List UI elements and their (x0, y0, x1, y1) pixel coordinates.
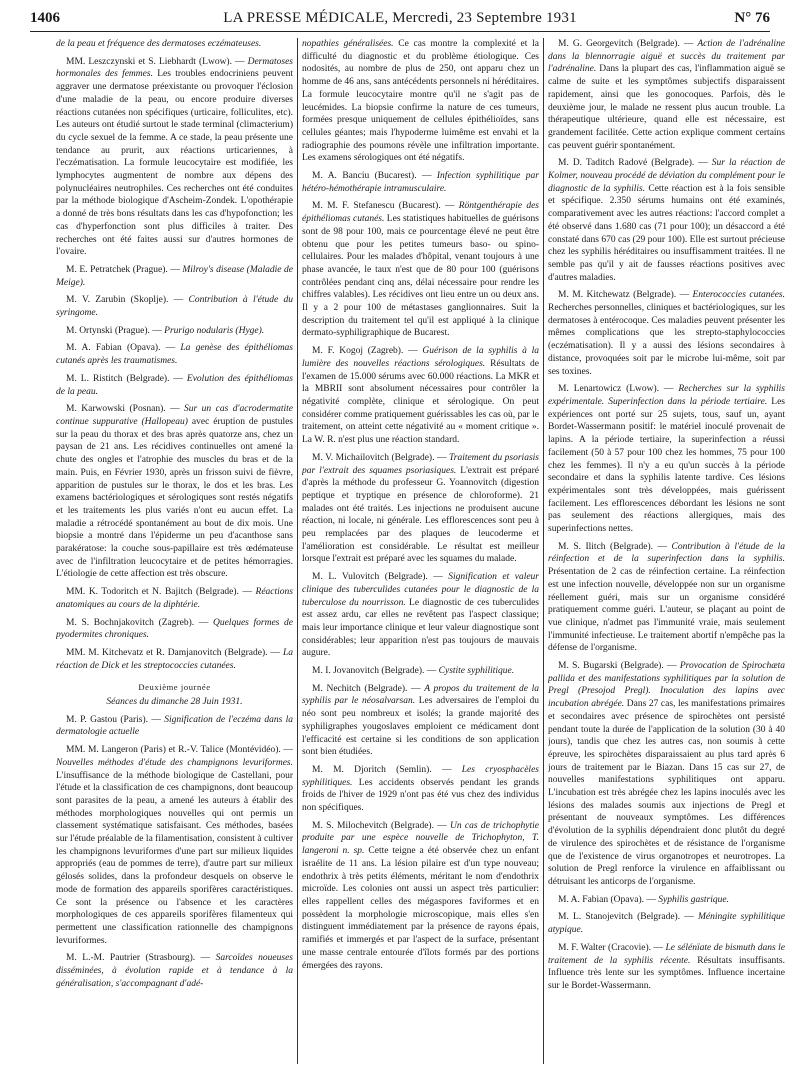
abstract-paragraph (56, 56, 293, 259)
author-name: M. I. Jovanovitch (Belgrade). — (312, 666, 439, 677)
abstract-paragraph (56, 586, 293, 611)
author-name: M. L. Stanojevitch (Belgrade). — (558, 912, 698, 923)
abstract-text: Les expériences ont porté sur 25 sujets, tous, sauf un, ayant Bordet-Wassermann positif: le matériel inoculé provenait de lapins. A la période tertiaire, la superinfection a réussi facilement (50 à 57 pour 100 chez les hommes, 75 pour 100 chez les femmes). Il n'y a eu qu'un succès à la période secondaire et dans la syphilis latente tardive. Ces lésions expérimentales sont très développées, mais guérissent facilement. Les efflorescences débordant les lésions ne sont pas seulement des réactions allergiques, mais des superinfections nettes. (548, 396, 785, 535)
abstract-text: L'insuffisance de la méthode biologique de Castellani, pour l'étude et la classification de ces champignons, dont beaucoup sont parasites de la peau, a amené les auteurs à établir des méthodes morphologiques nouvelles qui ont permis un classement systématique satisfaisant. Ces méthodes, basées sur l'étude préalable de la filamentisation, consistent à cultiver les champignons levuriformes d'une part sur milieux liquides appropriés (eau de pommes de terre), d'autre part sur milieux gélosés solides, dans la profondeur desquels on observe le mode de formation des appareils sporifères caractéristiques. Ce sont la présence ou l'absence et les caractères morphologiques de ces appareils sporifères filamenteux qui permettent une classification rationnelle des champignons levuriformes. (56, 770, 293, 946)
communication-title: de la peau et fréquence des dermatoses eczémateuses. (56, 39, 262, 49)
communication-title: Les cryosphacèles syphilitiques. (302, 764, 539, 788)
abstract-text: Les adversaires de l'emploi du néo sont peu nombreux et isolés; la grande majorité des syphiligraphes yougoslaves emploient ce médicament dont l'efficacité est certaine si les conditions de son application sont bien étudiées. (302, 696, 539, 758)
author-name: M. M. F. Stefanescu (Bucarest). — (312, 201, 459, 212)
abstract-paragraph (56, 952, 293, 990)
author-name: M. A. Fabian (Opava). — (66, 343, 181, 354)
abstract-text: Présentation de 2 cas de réinfection certaine. La réinfection est une infection nouvelle, développée non sur un organisme réellement guéri, mais sur un organisme considéré pratiquement comme guéri. L'auteur, se plaçant au point de vue clinique, n'admet pas l'immunité vraie, mais seulement l'immunité infectieuse. Le traitement abortif n'empêche pas la défense de l'organisme. (548, 567, 785, 654)
communication-title: Prurigo nodularis (Hyge). (164, 325, 265, 336)
abstract-paragraph (56, 38, 293, 51)
author-name: M. G. Georgevitch (Belgrade). — (558, 39, 698, 49)
author-name: M. F. Walter (Cracovie). — (558, 942, 666, 953)
abstract-text: Cette teigne a été observée chez un enfant israélite de 11 ans. La lésion pilaire est d'un type nouveau; endothrix à très petits éléments, méritant le nom d'endothrix microïde. Les colonies ont aussi un aspect très particulier: elles rappellent celles des mégaspores faviformes et en possèdent la morphologie microscopique, mais elles s'en distinguent immédiatement par la présence de rayons épais, ramifiés et immergés et par l'aspect de la surface, présentant une masse centrale entourée d'îlots formés par des portions émergées des rayons. (302, 846, 539, 971)
abstract-text: Résultats de l'examen de 15.000 sérums avec 60.000 réactions. La MKR et la MBRII sont absolument nécessaires pour contrôler la négativité complète, clinique et sérologique. On peut considérer comme pratiquement guérissables les cas où, par le traitement, on atteint cette négativité au « moment critique ». La W. R. n'est plus une réaction standard. (302, 358, 539, 446)
author-name: M. A. Fabian (Opava). — (558, 894, 659, 905)
communication-title: A propos du traitement de la syphilis par le néosalvarsan. (302, 683, 539, 707)
author-name: M. V. Zarubin (Skoplje). — (66, 295, 189, 306)
abstract-text: Recherches personnelles, cliniques et bactériologiques, sur les dermatoses à entérocoque. Ces maladies peuvent présenter les mêmes complications que les strepto-staphylococcies (eczématisation). Il y a aussi des lésions secondaires à distance, provoquées soit par le microbe lui-même, soit par ses toxines. (548, 303, 785, 377)
abstract-text: L'extrait est préparé d'après la méthode du professeur G. Yoannovitch (digestion peptique et tryptique en présence de chloroforme). 21 malades ont été traités. Les injections ne produisent aucune réaction, ni locale, ni générale. Les efflorescences sont peu à peu remplacées par des plaques de leucoderme et l'amélioration est considérable. Le résultat est meilleur lorsque l'extrait est préparé avec les squames du malade. (302, 465, 539, 565)
communication-title: Contribution à l'étude de la réinfection et de la superinfection dans la syphilis. (548, 541, 785, 565)
abstract-paragraph (302, 665, 539, 678)
communication-title: Action de l'adrénaline dans la blennorragie aiguë et succès du traitement par l'adrénaline. (548, 39, 785, 75)
communication-title: Un cas de trichophytie produite par une espèce nouvelle de Trichophyton, T. langeroni n. sp. (302, 820, 539, 857)
communication-title: Guérison de la syphilis à la lumière des nouvelles réactions sérologiques. (302, 346, 539, 369)
abstract-paragraph (56, 264, 293, 289)
author-name: MM. K. Todoritch et N. Bajitch (Belgrade). — (66, 587, 256, 598)
abstract-paragraph (302, 764, 539, 815)
communication-title: Nouvelles méthodes d'étude des champignons levuriformes. (56, 757, 293, 768)
author-name: M. A. Banciu (Bucarest). — (312, 171, 437, 182)
author-name: M. M. Djoritch (Semlin). — (312, 764, 462, 775)
communication-title: Sarcoïdes noueuses disséminées, à évolution rapide et à tendance à la généralisation, s'accompagnant d'adé- (56, 953, 293, 989)
column-divider (543, 38, 544, 1064)
abstract-text: Cette réaction est à la fois sensible et spécifique. 2.350 sérums humains ont été examinés, comparativement avec les autres réactions: l'accord complet a été observé dans 1.680 cas (71 pour 100); un désaccord a été constaté dans 670 cas (29 pour 100). Elle est surtout précieuse chez les syphilis héréditaires ou insuffisamment traitées. Il ne semble pas qu'il y ait de fausses réactions positives avec d'autres maladies. (548, 183, 785, 283)
communication-title: Signification et valeur clinique des tuberculides cutanées pour le diagnostic de la tuberculose du nourrisson. (302, 572, 539, 608)
text-column-left (56, 38, 293, 1068)
issue-number: N° 76 (734, 10, 770, 26)
communication-title: Réactions anatomiques au cours de la diphtérie. (56, 587, 293, 610)
abstract-paragraph (56, 373, 293, 398)
author-name: M. E. Petratchek (Prague). — (66, 264, 183, 275)
author-name: M. V. Michailovitch (Belgrade). — (312, 452, 449, 463)
author-name: M. S. Bochnjakovitch (Zagreb). — (66, 617, 213, 628)
abstract-paragraph (548, 383, 785, 535)
author-name: MM. M. Langeron (Paris) et R.-V. Talice (Montévidéo). — (66, 745, 293, 756)
communication-title: La genèse des épithéliomas cutanés après les traumatismes. (56, 343, 293, 367)
abstract-paragraph (56, 342, 293, 367)
abstract-text: Les accidents observés pendant les grands froids de l'hiver de 1929 n'ont pas été vus chez des individus non spécifiques. (302, 777, 539, 814)
abstract-text: Les troubles endocriniens peuvent aggraver une dermatose préexistante ou provoquer l'éclosion d'une maladie de la peau, ou encore produire diverses réactions cutanées non spécifiques (urticaire, folliculites, etc). Les auteurs ont étudié surtout le stade terminal (climacterium) du cycle sexuel de la femme. A ce stade, la peau présente une tendance au prurit, aux réactions urticariennes, à l'eczématisation. La formule leucocytaire est modifiée, les lymphocytes augmentent de nombre aux dépens des polynucléaires neutrophiles. Ces recherches ont été conduites par la méthode biologique d'Ascheim-Zondek. L'opothérapie a donné de très bons résultats dans les cas d'hypofonction; les cas d'hyperfonction sont plus difficiles à traiter. Des recherches ont été faites aussi sur d'autres hormones de l'ovaire. (56, 69, 293, 258)
author-name: M. F. Kogoj (Zagreb). — (312, 346, 423, 357)
abstract-paragraph (56, 714, 293, 739)
abstract-paragraph (56, 647, 293, 672)
abstract-paragraph (548, 942, 785, 993)
abstract-paragraph (302, 820, 539, 972)
abstract-paragraph (56, 294, 293, 319)
author-name: M. M. Kitchewatz (Belgrade). — (558, 290, 693, 301)
column-divider (297, 38, 298, 1064)
abstract-text: Dans la plupart des cas, l'inflammation aiguë se calme de suite et les symptômes subjectifs disparaissent rapidement, ainsi que les gonocoques. Parfois, dès le deuxième jour, le malade ne ressent plus aucun trouble. La thérapeutique ultérieure, quand elle est nécessaire, est grandement facilitée. Cette action explique comment certains cas peuvent guérir spontanément. (548, 64, 785, 151)
abstract-paragraph (56, 744, 293, 947)
communication-title: Infection syphilitique par hétéro-hémothérapie intramusculaire. (302, 171, 539, 194)
author-name: M. P. Gastou (Paris). — (66, 714, 165, 725)
abstract-paragraph (302, 345, 539, 447)
communication-title: Dermatoses hormonales des femmes. (56, 56, 293, 80)
communication-title: Provocation de Spirochæta pallida et des manifestations syphilitiques par la solution de Pregl (Presojod Pregl). Inoculation des lapins avec incubation abrégée. (548, 661, 785, 710)
communication-title: Traitement du psoriasis par l'extrait des squames psoriasiques. (302, 452, 539, 476)
abstract-paragraph (302, 683, 539, 759)
abstract-paragraph (302, 200, 539, 340)
abstract-text: Les statistiques habituelles de guérisons sont de 98 pour 100, mais ce pourcentage élevé ne peut être obtenu que pour les petites tumeurs baso- ou spino-cellulaires. Pour les malades d'hôpital, venant toujours à une phase avancée, le taux n'est que de 80 pour 100 (guérisons contrôlées pendant cinq ans, délai nécessaire pour rendre les chiffres valables). Les récidives ont lieu entre un ou deux ans. Il y a 2 pour 100 de métastases ganglionnaires. Suit la description du traitement tel qu'il est appliqué à la clinique dermato-syphiligraphique de Bucarest. (302, 214, 539, 339)
abstract-paragraph (548, 157, 785, 284)
abstract-paragraph (548, 894, 785, 907)
author-name: M. S. Bugarski (Belgrade). — (558, 661, 680, 672)
abstract-paragraph (302, 452, 539, 566)
communication-title: Méningite syphilitique atypique. (548, 912, 785, 936)
communication-title: Signification de l'eczéma dans la dermatologie actuelle (56, 714, 293, 738)
abstract-paragraph (302, 571, 539, 660)
author-name: M. L. Vulovitch (Belgrade). — (312, 572, 449, 583)
text-column-right (548, 38, 785, 1068)
page-header (30, 5, 770, 32)
journal-title: LA PRESSE MÉDICALE, Mercredi, 23 Septembre 1931 (223, 10, 577, 26)
communication-title: Syphilis gastrique. (658, 894, 729, 905)
abstract-text: Résultats insuffisants. Influence très lente sur les symptômes. Influence incertaine sur le Bordet-Wassermann. (548, 955, 785, 991)
communication-title: Contribution à l'étude du syringome. (56, 295, 293, 319)
communication-title: Cystite syphilitique. (438, 666, 515, 677)
author-name: M. S. Milochevitch (Belgrade). — (312, 820, 451, 831)
communication-title: Quelques formes de pyodermites chroniques. (56, 617, 293, 641)
communication-title: Milroy's disease (Maladie de Meige). (56, 264, 293, 288)
abstract-paragraph (56, 325, 293, 338)
abstract-paragraph (302, 38, 539, 165)
abstract-paragraph (548, 289, 785, 378)
communication-title: Röntgenthérapie des épithéliomas cutanés. (302, 201, 539, 225)
communication-title: Le sélénïate de bismuth dans le traitement de la syphilis récente. (548, 942, 785, 966)
communication-title: Sur la réaction de Kolmer, nouveau procédé de déviation du complément pour le diagnostic de la syphilis. (548, 158, 785, 194)
communication-title: La réaction de Dick et les streptococcies cutanées. (56, 647, 293, 671)
page-number: 1406 (30, 10, 60, 26)
abstract-text: avec éruption de pustules sur la peau du thorax et des bras après quatorze ans, chez un paysan de 21 ans. Les récidives continuelles ont amené la chute des ongles et l'atrophie des muscles du bras et de la main. Puis, en Février 1930, après un frisson suivi de fièvre, apparition de pustules sur le thorax, le dos et les bras. Les examens bactériologiques et sérologiques sont restés négatifs et les traitements les plus variés n'ont eu aucun effet. La maladie a rétrocédé spontanément au bout de dix mois. Une biopsie a montré dans l'épiderme un peu d'acanthose sans parakératose: la couche sous-papillaire est très œdémateuse avec de l'infiltration leucocytaire et de petites hémorragies. L'étiologie de cette affection est très obscure. (56, 416, 293, 580)
author-name: MM. M. Kitchevatz et R. Damjanovitch (Belgrade). — (66, 647, 283, 658)
communication-title: Evolution des épithéliomas de la peau. (56, 373, 293, 397)
author-name: M. Karwowski (Posnan). — (66, 404, 185, 415)
session-date: Séances du dimanche 28 Juin 1931. (106, 697, 243, 708)
author-name: M. Lenartowicz (Lwow). — (558, 384, 679, 395)
abstract-paragraph (548, 38, 785, 152)
author-name: MM. Leszczynski et S. Liebhardt (Lwow). — (66, 56, 248, 67)
text-column-middle (302, 38, 539, 1068)
communication-title: Recherches sur la syphilis expérimentale. Superinfection dans la période tertiaire. (548, 384, 785, 407)
abstract-paragraph (56, 403, 293, 581)
author-name: M. Ortynski (Prague). — (66, 325, 165, 336)
abstract-paragraph (548, 911, 785, 936)
abstract-paragraph (56, 617, 293, 642)
abstract-paragraph (548, 660, 785, 889)
abstract-text: Ce cas montre la complexité et la difficulté du diagnostic et du problème étiologique. Ces nodosités, au nombre de plus de 250, ont apparu chez un homme de 46 ans, sans antécédents personnels ni héréditaires. La formule leucocytaire montre qu'il ne s'agit pas de leucémides. La biopsie confirme la nature de ces tumeurs, formées presque uniquement de cellules épithélioïdes, sans cellules géantes; mais l'hypoderme luimême est envahi et la radiographie des poumons révèle une infiltration importante. Les examens sérologiques ont été négatifs. (302, 39, 539, 164)
author-name: M. L. Ristitch (Belgrade). — (66, 373, 187, 384)
abstract-text: Dans 27 cas, les manifestations primaires et secondaires avec présence de spirochètes ont persisté pendant toute la durée de l'application de la solution (30 à 40 jours), tandis que chez les autres cas, non soumis à cette épreuve, les spirochètes disparaissaient au plus tard après 6 jours de traitement par le Biazan. Dans 15 cas sur 27, de nouvelles manifestations syphilitiques ont apparu. L'incubation est très abrégée chez les lapins inoculés avec les lésions des malades soumis aux injections de Pregl et présentant de nouveaux symptômes. Les différences d'évolution de la syphilis dépendraient donc plutôt du degré de virulence des spirochètes et de résistance de l'organisme que de l'existence de virus organotropes et neurotropes. La solution de Pregl renforce la virulence en affaiblissant ou détruisant les anticorps de l'organisme. (548, 699, 785, 887)
abstract-text: Le diagnostic de ces tuberculides est assez ardu, car elles ne revêtent pas l'aspect classique; mais leur importance clinique et leur valeur diagnostique sont considérables; leur apparition n'est pas toujours de mauvais augure. (302, 597, 539, 659)
author-name: M. L.-M. Pautrier (Strasbourg). — (66, 953, 216, 964)
author-name: M. D. Taditch Radové (Belgrade). — (558, 158, 712, 169)
abstract-paragraph (302, 170, 539, 195)
communication-title: Sur un cas d'acrodermatite continue suppurative (Hallopeau) (56, 404, 293, 427)
abstract-paragraph (548, 541, 785, 655)
author-name: M. S. Ilitch (Belgrade). — (558, 541, 672, 552)
communication-title: Enterococcies cutanées. (692, 290, 785, 301)
session-heading: Deuxième journée (138, 682, 211, 693)
author-name: M. Nechitch (Belgrade). — (312, 683, 425, 694)
communication-title: nopathies généralisées. (302, 39, 394, 49)
